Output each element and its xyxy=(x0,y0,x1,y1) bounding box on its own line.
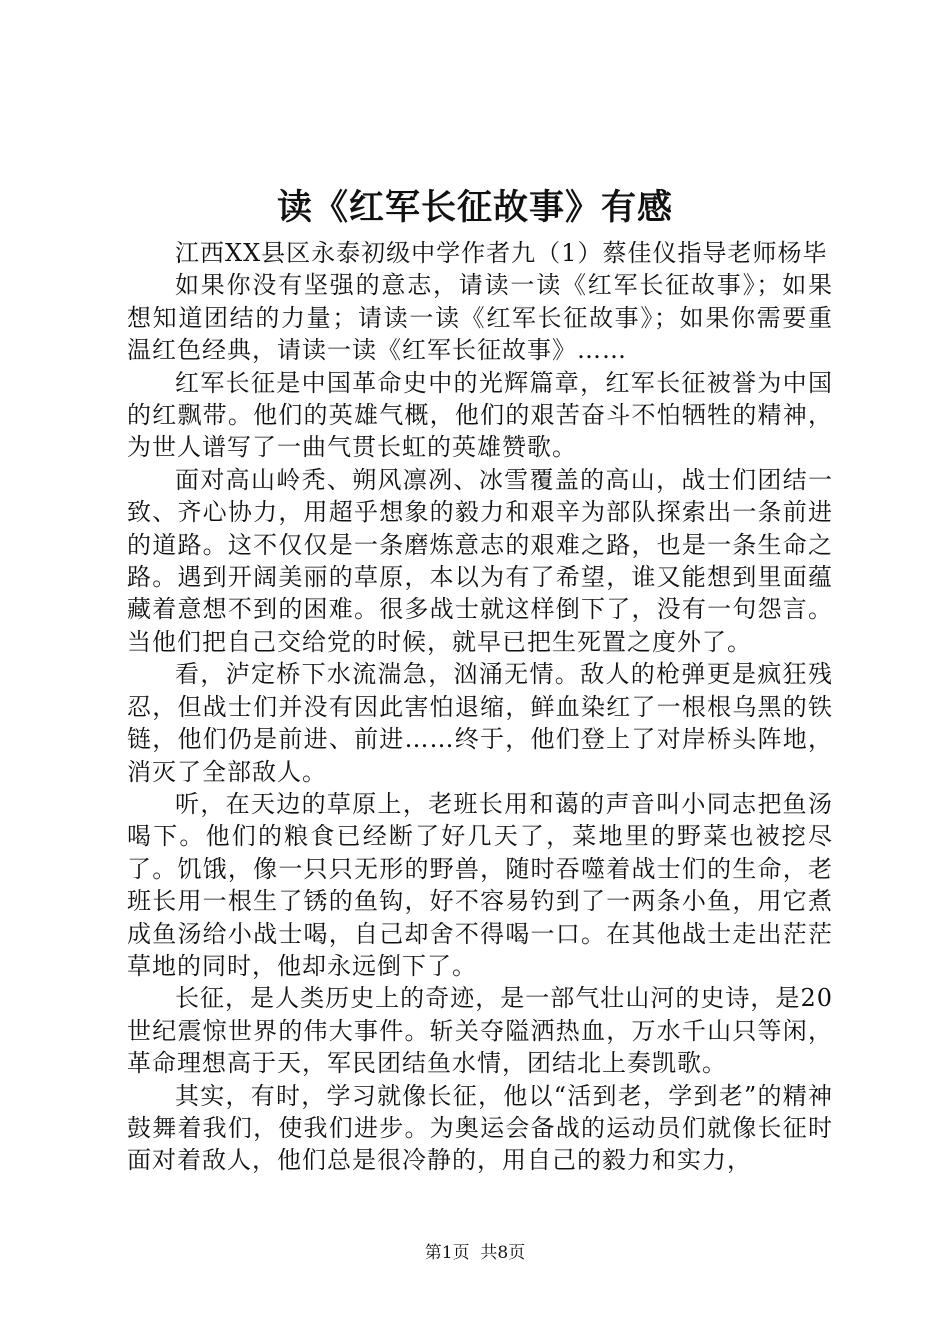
paragraph: 其实，有时，学习就像长征，他以“活到老，学到老”的精神鼓舞着我们，使我们进步。为奥运会备战的运动员们就像长征时面对着敌人，他们总是很冷静的，用自己的毅力和实力， xyxy=(127,1081,833,1175)
author-line: 江西XX县区永泰初级中学作者九（1）蔡佳仪指导老师杨毕 xyxy=(175,239,828,267)
paragraph: 听，在天边的草原上，老班长用和蔼的声音叫小同志把鱼汤喝下。他们的粮食已经断了好几天了，菜地里的野菜也被挖尽了。饥饿，像一只只无形的野兽，随时吞噬着战士们的生命，老班长用一根生了锈的鱼钩，好不容易钓到了一两条小鱼，用它煮成鱼汤给小战士喝，自己却舍不得喝一口。在其他战士走出茫茫草地的同时，他却永远倒下了。 xyxy=(127,789,833,980)
document-body xyxy=(127,237,833,1177)
paragraph: 长征，是人类历史上的奇迹，是一部气壮山河的史诗，是20世纪震惊世界的伟大事件。斩关夺隘洒热血，万水千山只等闲，革命理想高于天，军民团结鱼水情，团结北上奏凯歌。 xyxy=(127,984,833,1078)
page-total: 共8页 xyxy=(480,1243,526,1263)
document-title: 读《红军长征故事》有感 xyxy=(276,187,673,228)
paragraph: 红军长征是中国革命史中的光辉篇章，红军长征被誉为中国的红飘带。他们的英雄气概，他们的艰苦奋斗不怕牺牲的精神，为世人谱写了一曲气贯长虹的英雄赞歌。 xyxy=(127,368,833,462)
page-number: 第1页 xyxy=(424,1243,470,1263)
page-footer xyxy=(0,1241,950,1265)
paragraph: 如果你没有坚强的意志，请读一读《红军长征故事》；如果想知道团结的力量；请读一读《红军长征故事》；如果你需要重温红色经典，请读一读《红军长征故事》…… xyxy=(127,271,833,365)
paragraph: 面对高山岭秃、朔风凛冽、冰雪覆盖的高山，战士们团结一致、齐心协力，用超乎想象的毅力和艰辛为部队探索出一条前进的道路。这不仅仅是一条磨炼意志的艰难之路，也是一条生命之路。遇到开阔美丽的草原，本以为有了希望，谁又能想到里面蕴藏着意想不到的困难。很多战士就这样倒下了，没有一句怨言。当他们把自己交给党的时候，就早已把生死置之度外了。 xyxy=(127,465,833,656)
paragraph: 看，泸定桥下水流湍急，汹涌无情。敌人的枪弹更是疯狂残忍，但战士们并没有因此害怕退缩，鲜血染红了一根根乌黑的铁链，他们仍是前进、前进……终于，他们登上了对岸桥头阵地，消灭了全部敌人。 xyxy=(127,660,833,786)
